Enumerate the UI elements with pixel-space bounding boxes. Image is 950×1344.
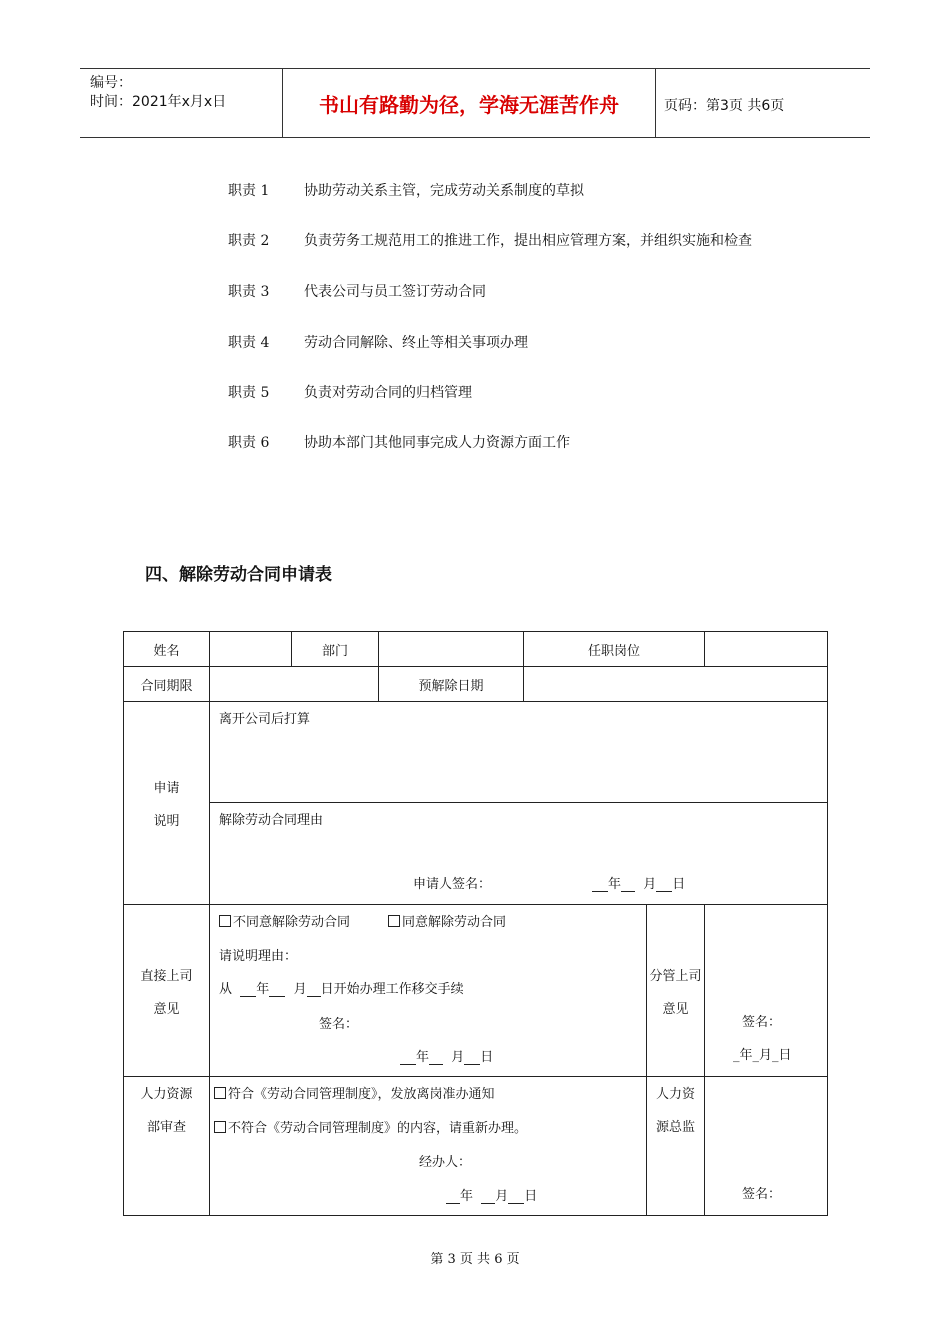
- comply-label: 符合《劳动合同管理制度》，发放离岗准办通知: [228, 1087, 495, 1102]
- reason-cell[interactable]: [210, 803, 828, 905]
- duty-row: [228, 230, 752, 250]
- duty-label: 职责 5: [228, 385, 270, 401]
- year-label: 年: [256, 982, 270, 997]
- duty-text: 协助本部门其他同事完成人力资源方面工作: [304, 435, 570, 451]
- duty-text: 负责对劳动合同的归档管理: [304, 385, 472, 401]
- time-label: 时间：2021年x月x日: [90, 94, 227, 110]
- year-label: 年: [608, 877, 622, 892]
- comply-option[interactable]: [214, 1083, 495, 1102]
- label-branch-supervisor-1: 分管上司: [649, 968, 702, 984]
- label-department: 部门: [292, 632, 379, 667]
- termination-form: [123, 631, 828, 1216]
- hr-review-cell: [210, 1077, 647, 1216]
- branch-date: _年_月_日: [733, 1048, 792, 1063]
- not-comply-option[interactable]: [214, 1117, 527, 1136]
- comply-checkbox[interactable]: [214, 1087, 226, 1099]
- motto: 书山有路勤为径，学海无涯苦作舟: [282, 69, 656, 137]
- handover-label: 日开始办理工作移交手续: [320, 982, 464, 997]
- label-branch-supervisor-2: 意见: [662, 1001, 689, 1017]
- branch-supervisor-opinion[interactable]: [705, 905, 828, 1077]
- input-position[interactable]: [705, 632, 828, 667]
- day-label: 日: [480, 1050, 494, 1065]
- day-label: 日: [672, 877, 686, 892]
- input-name[interactable]: [210, 632, 292, 667]
- label-hr-review: [124, 1077, 210, 1216]
- label-application: [124, 702, 210, 905]
- duty-text: 代表公司与员工签订劳动合同: [304, 284, 486, 300]
- agree-checkbox[interactable]: [388, 915, 400, 927]
- duty-label: 职责 3: [228, 284, 270, 300]
- page-footer: 第 3 页 共 6 页: [430, 1252, 520, 1267]
- input-planned-date[interactable]: [524, 667, 828, 702]
- duty-label: 职责 2: [228, 233, 270, 249]
- handler-label: 经办人：: [419, 1155, 472, 1170]
- duty-row: [228, 432, 570, 452]
- label-hr-review-1: 人力资源: [140, 1087, 193, 1102]
- applicant-date: [592, 873, 685, 892]
- month-label: 月: [451, 1050, 465, 1065]
- duty-row: [228, 332, 528, 352]
- label-hr-director: [647, 1077, 705, 1216]
- sign-label: 签名：: [319, 1017, 359, 1032]
- disagree-option[interactable]: [219, 911, 350, 930]
- hr-director-opinion[interactable]: [705, 1077, 828, 1216]
- duty-row: [228, 180, 584, 200]
- label-application-2: 说明: [153, 814, 180, 829]
- label-position: 任职岗位: [524, 632, 705, 667]
- reason-label: 解除劳动合同理由: [219, 813, 324, 828]
- label-direct-supervisor-1: 直接上司: [140, 968, 193, 984]
- label-hr-review-2: 部审查: [146, 1120, 186, 1135]
- sign-label: 签名：: [742, 1187, 782, 1202]
- label-direct-supervisor-2: 意见: [153, 1001, 180, 1017]
- duty-text: 负责劳务工规范用工的推进工作，提出相应管理方案，并组织实施和检查: [304, 233, 752, 249]
- duty-label: 职责 6: [228, 435, 270, 451]
- duty-text: 劳动合同解除、终止等相关事项办理: [304, 335, 528, 351]
- input-contract-term[interactable]: [210, 667, 379, 702]
- year-label: 年: [460, 1189, 474, 1204]
- not-comply-checkbox[interactable]: [214, 1121, 226, 1133]
- agree-label: 同意解除劳动合同: [402, 915, 507, 930]
- label-direct-supervisor: [124, 905, 210, 1077]
- label-contract-term: 合同期限: [124, 667, 210, 702]
- number-label: 编号：: [90, 75, 132, 91]
- plan-after-cell[interactable]: [210, 702, 828, 803]
- label-branch-supervisor: [647, 905, 705, 1077]
- month-label: 月: [293, 982, 307, 997]
- page-header: [80, 68, 870, 138]
- label-application-1: 申请: [153, 781, 180, 796]
- disagree-checkbox[interactable]: [219, 915, 231, 927]
- not-comply-label: 不符合《劳动合同管理制度》的内容，请重新办理。: [228, 1121, 528, 1136]
- section-title: 四、解除劳动合同申请表: [145, 565, 332, 585]
- hr-review-date: [446, 1185, 537, 1204]
- label-hr-director-2: 源总监: [656, 1120, 696, 1135]
- label-planned-date: 预解除日期: [379, 667, 524, 702]
- duty-row: [228, 281, 486, 301]
- duty-label: 职责 1: [228, 183, 270, 199]
- label-name: 姓名: [124, 632, 210, 667]
- applicant-sign-label: 申请人签名：: [413, 877, 492, 892]
- handover-line: [219, 978, 464, 997]
- day-label: 日: [524, 1189, 538, 1204]
- duty-text: 协助劳动关系主管，完成劳动关系制度的草拟: [304, 183, 584, 199]
- month-label: 月: [643, 877, 657, 892]
- direct-supervisor-opinion: [210, 905, 647, 1077]
- explain-label: 请说明理由：: [219, 949, 298, 964]
- month-label: 月: [495, 1189, 509, 1204]
- disagree-label: 不同意解除劳动合同: [233, 915, 351, 930]
- direct-supervisor-date: [400, 1046, 493, 1065]
- sign-label: 签名：: [742, 1015, 782, 1030]
- plan-after-label: 离开公司后打算: [219, 712, 311, 727]
- duty-label: 职责 4: [228, 335, 270, 351]
- from-label: 从: [219, 982, 233, 997]
- page-indicator: 页码：第3页 共6页: [664, 98, 785, 114]
- input-department[interactable]: [379, 632, 524, 667]
- duty-row: [228, 382, 472, 402]
- agree-option[interactable]: [388, 911, 506, 930]
- year-label: 年: [416, 1050, 430, 1065]
- label-hr-director-1: 人力资: [656, 1087, 696, 1102]
